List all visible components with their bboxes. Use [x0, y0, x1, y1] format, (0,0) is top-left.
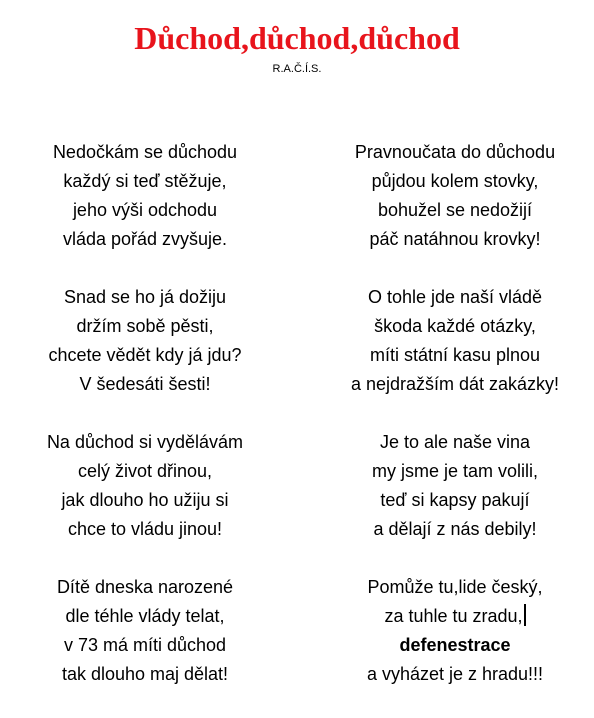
verse-line: a nejdražším dát zakázky! [350, 374, 560, 394]
verse-line: držím sobě pěsti, [76, 316, 214, 336]
verse-line: vláda pořád zvyšuje. [62, 229, 228, 249]
stanza [0, 428, 290, 544]
verse-line-bold: defenestrace [399, 635, 511, 655]
verse-line: Pomůže tu,lide český, [367, 577, 543, 597]
verse-line: bohužel se nedožijí [377, 200, 533, 220]
verse-line: jeho výši odchodu [72, 200, 218, 220]
text-cursor [524, 604, 526, 626]
poem-author: R.A.Č.Í.S. [272, 63, 322, 75]
verse-line: Nedočkám se důchodu [52, 142, 238, 162]
stanza [310, 283, 594, 399]
verse-line: chce to vládu jinou! [67, 519, 223, 539]
left-column [0, 138, 290, 718]
stanza [310, 428, 594, 544]
verse-line-text: za tuhle tu zradu, [384, 606, 523, 626]
verse-line: Pravnoučata do důchodu [354, 142, 556, 162]
verse-line: O tohle jde naší vládě [367, 287, 543, 307]
verse-line: Na důchod si vydělávám [46, 432, 244, 452]
verse-line: míti státní kasu plnou [369, 345, 541, 365]
verse-line: každý si teď stěžuje, [63, 171, 227, 191]
verse-line: a dělají z nás debily! [373, 519, 537, 539]
verse-line: my jsme je tam volili, [371, 461, 539, 481]
verse-line: chcete vědět kdy já jdu? [48, 345, 242, 365]
verse-line: Snad se ho já dožiju [63, 287, 227, 307]
verse-line: Dítě dneska narozené [56, 577, 234, 597]
verse-line-with-cursor[interactable] [310, 602, 594, 631]
stanza [0, 283, 290, 399]
right-column [310, 138, 594, 718]
verse-line: dle téhle vlády telat, [65, 606, 225, 626]
stanza [310, 138, 594, 254]
verse-line: jak dlouho ho užiju si [61, 490, 229, 510]
stanza [0, 573, 290, 689]
verse-line: Je to ale naše vina [379, 432, 531, 452]
verse-line: v 73 má míti důchod [63, 635, 227, 655]
verse-line: teď si kapsy pakují [380, 490, 530, 510]
verse-line: a vyházet je z hradu!!! [366, 664, 544, 684]
verse-line: půjdou kolem stovky, [371, 171, 539, 191]
verse-line: škoda každé otázky, [374, 316, 536, 336]
verse-line: V šedesáti šesti! [79, 374, 211, 394]
verse-line: celý život dřinou, [77, 461, 213, 481]
verse-line: páč natáhnou krovky! [369, 229, 541, 249]
stanza [310, 573, 594, 689]
poem-title: Důchod,důchod,důchod [134, 20, 460, 56]
stanza [0, 138, 290, 254]
verse-line: tak dlouho maj dělat! [61, 664, 229, 684]
